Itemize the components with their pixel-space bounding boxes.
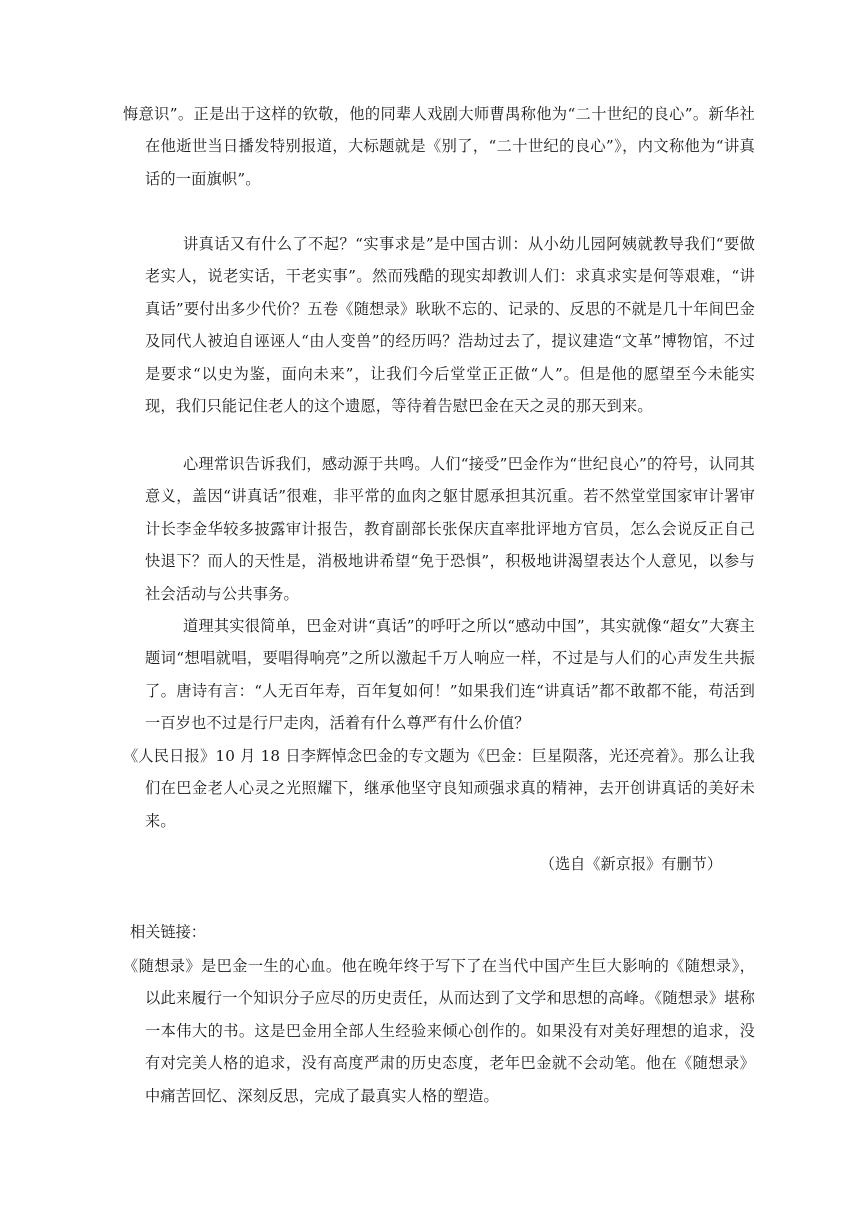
- paragraph-reason: 道理其实很简单，巴金对讲“真话”的呼吁之所以“感动中国”，其实就像“超女”大赛主题词“想唱就唱，要唱得响亮”之所以激起千万人响应一样，不过是与人们的心声发生共振了。唐诗有言：“人无百年寿，百年复如何！”如果我们连“讲真话”都不敢都不能，苟活到一百岁也不过是行尸走肉，活着有什么尊严有什么价值？: [145, 617, 755, 733]
- paragraph-continued: 悔意识”。正是出于这样的钦敬，他的同辈人戏剧大师曹禺称他为“二十世纪的良心”。新华社在他逝世当日播发特别报道，大标题就是《别了，“二十世纪的良心”》，内文称他为“讲真话的一面旗帜”。: [123, 105, 755, 188]
- paragraph-peoples-daily: 《人民日报》10 月 18 日李辉悼念巴金的专文题为《巴金：巨星陨落，光还亮着》。那么让我们在巴金老人心灵之光照耀下，继承他坚守良知顽强求真的精神，去开创讲真话的美好未来。: [123, 747, 755, 830]
- related-links-heading: 相关链接：: [130, 923, 206, 941]
- paragraph-truth-speaking: 讲真话又有什么了不起？“实事求是”是中国古训：从小幼儿园阿姨就教导我们“要做老实人，说老实话，干老实事”。然而残酷的现实却教训人们：求真求实是何等艰难，“讲真话”要付出多少代价？五卷《随想录》耿耿不忘的、记录的、反思的不就是几十年间巴金及同代人被迫自诬诬人“由人变兽”的经历吗？浩劫过去了，提议建造“文革”博物馆，不过是要求“以史为鉴，面向未来”，让我们今后堂堂正正做“人”。但是他的愿望至今未能实现，我们只能记住老人的这个遗愿，等待着告慰巴金在天之灵的那天到来。: [145, 235, 755, 416]
- paragraph-psychology: 心理常识告诉我们，感动源于共鸣。人们“接受”巴金作为“世纪良心”的符号，认同其意义，盖因“讲真话”很难，非平常的血肉之躯甘愿承担其沉重。若不然堂堂国家审计署审计长李金华较多披露审计报告，教育副部长张保庆直率批评地方官员，怎么会说反正自己快退下？而人的天性是，消极地讲希望“免于恐惧”，积极地讲渴望表达个人意见，以参与社会活动与公共事务。: [145, 455, 755, 603]
- source-citation: （选自《新京报》有删节）: [539, 855, 722, 873]
- related-links-text: 《随想录》是巴金一生的心血。他在晚年终于写下了在当代中国产生巨大影响的《随想录》，以此来履行一个知识分子应尽的历史责任，从而达到了文学和思想的高峰。《随想录》堪称一本伟大的书。这是巴金用全部人生经验来倾心创作的。如果没有对美好理想的追求，没有对完美人格的追求，没有高度严肃的历史态度，老年巴金就不会动笔。他在《随想录》中痛苦回忆、深刻反思，完成了最真实人格的塑造。: [123, 957, 755, 1105]
